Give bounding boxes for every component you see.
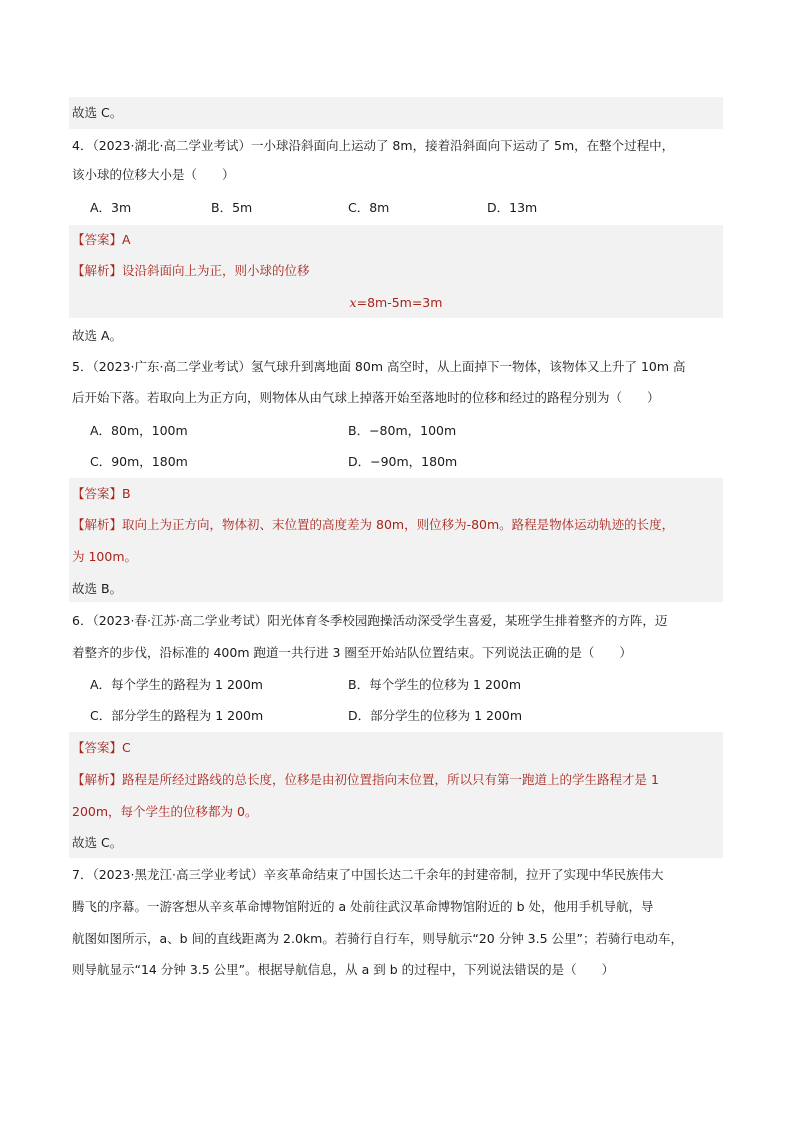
q5-analysis-cont: 为 100m。 bbox=[72, 549, 138, 564]
q6-answer-row bbox=[72, 739, 131, 757]
question-6-stem-cont: 着整齐的步伐，沿标准的 400m 跑道一共行进 3 圈至开始站队位置结束。下列说法正确的是（ ） bbox=[72, 645, 632, 660]
q5-answer: B bbox=[122, 486, 131, 501]
q4-analysis: 设沿斜面向上为正，则小球的位移 bbox=[122, 263, 310, 278]
q5-solution-panel bbox=[69, 478, 723, 602]
q4-formula bbox=[69, 294, 723, 312]
answer-panel bbox=[69, 97, 723, 129]
conclusion-text: 故选 C。 bbox=[72, 105, 123, 120]
q4-answer-row bbox=[72, 231, 131, 249]
q4-option-d: D．13m bbox=[487, 200, 538, 215]
analysis-tag: 【解析】 bbox=[72, 772, 123, 787]
answer-tag: 【答案】 bbox=[72, 486, 123, 501]
q6-analysis: 路程是所经过路线的总长度，位移是由初位置指向末位置，所以只有第一跑道上的学生路程才是 1 bbox=[122, 772, 659, 787]
q4-formula-var: x bbox=[349, 295, 357, 310]
q6-solution-panel bbox=[69, 732, 723, 858]
q5-option-b: B．−80m，100m bbox=[348, 423, 457, 438]
q5-option-a: A．80m，100m bbox=[90, 423, 188, 438]
q6-analysis-cont: 200m，每个学生的位移都为 0。 bbox=[72, 804, 258, 819]
answer-tag: 【答案】 bbox=[72, 232, 123, 247]
q6-option-c: C．部分学生的路程为 1 200m bbox=[90, 708, 264, 723]
q6-option-a: A．每个学生的路程为 1 200m bbox=[90, 677, 263, 692]
question-7-stem-cont3: 则导航显示“14 分钟 3.5 公里”。根据导航信息，从 a 到 b 的过程中，下列说法错误的是（ ） bbox=[72, 962, 615, 977]
analysis-tag: 【解析】 bbox=[72, 517, 123, 532]
q4-answer: A bbox=[122, 232, 131, 247]
question-6-stem: 6．（2023·春·江苏·高二学业考试）阳光体育冬季校园跑操活动深受学生喜爱，某班学生排着整齐的方阵，迈 bbox=[72, 613, 668, 628]
q5-analysis: 取向上为正方向，物体初、末位置的高度差为 80m，则位移为-80m。路程是物体运动轨迹的长度， bbox=[122, 517, 675, 532]
question-5-stem-cont: 后开始下落。若取向上为正方向，则物体从由气球上掉落开始至落地时的位移和经过的路程分别为（ ） bbox=[72, 390, 660, 405]
q5-analysis-row bbox=[72, 516, 674, 534]
q4-conclusion: 故选 A。 bbox=[72, 328, 123, 343]
q6-option-b: B．每个学生的位移为 1 200m bbox=[348, 677, 522, 692]
question-7-stem-cont2: 航图如图所示，a、b 间的直线距离为 2.0km。若骑行自行车，则导航示“20 分钟 3.5 公里”；若骑行电动车， bbox=[72, 931, 683, 946]
q5-option-c: C．90m，180m bbox=[90, 454, 188, 469]
q6-analysis-row bbox=[72, 771, 659, 789]
question-7-stem: 7．（2023·黑龙江·高三学业考试）辛亥革命结束了中国长达二千余年的封建帝制，拉开了实现中华民族伟大 bbox=[72, 867, 664, 882]
q6-conclusion: 故选 C。 bbox=[72, 835, 123, 850]
question-4-stem: 4．（2023·湖北·高二学业考试）一小球沿斜面向上运动了 8m，接着沿斜面向下运动了 5m，在整个过程中， bbox=[72, 138, 675, 153]
q4-option-b: B．5m bbox=[211, 200, 253, 215]
q5-conclusion: 故选 B。 bbox=[72, 581, 123, 596]
question-7-stem-cont1: 腾飞的序幕。一游客想从辛亥革命博物馆附近的 a 处前往武汉革命博物馆附近的 b 处，他用手机导航，导 bbox=[72, 899, 654, 914]
q4-formula-rest: =8m-5m=3m bbox=[356, 295, 443, 310]
question-5-stem: 5．（2023·广东·高二学业考试）氢气球升到离地面 80m 高空时，从上面掉下一物体，该物体又上升了 10m 高 bbox=[72, 359, 686, 374]
q5-option-d: D．−90m，180m bbox=[348, 454, 458, 469]
q6-answer: C bbox=[122, 740, 131, 755]
q6-option-d: D．部分学生的位移为 1 200m bbox=[348, 708, 523, 723]
answer-tag: 【答案】 bbox=[72, 740, 123, 755]
analysis-tag: 【解析】 bbox=[72, 263, 123, 278]
q4-analysis-row bbox=[72, 262, 310, 280]
q4-option-a: A．3m bbox=[90, 200, 132, 215]
q5-answer-row bbox=[72, 485, 131, 503]
question-4-stem-cont: 该小球的位移大小是（ ） bbox=[72, 167, 235, 182]
q4-option-c: C．8m bbox=[348, 200, 390, 215]
